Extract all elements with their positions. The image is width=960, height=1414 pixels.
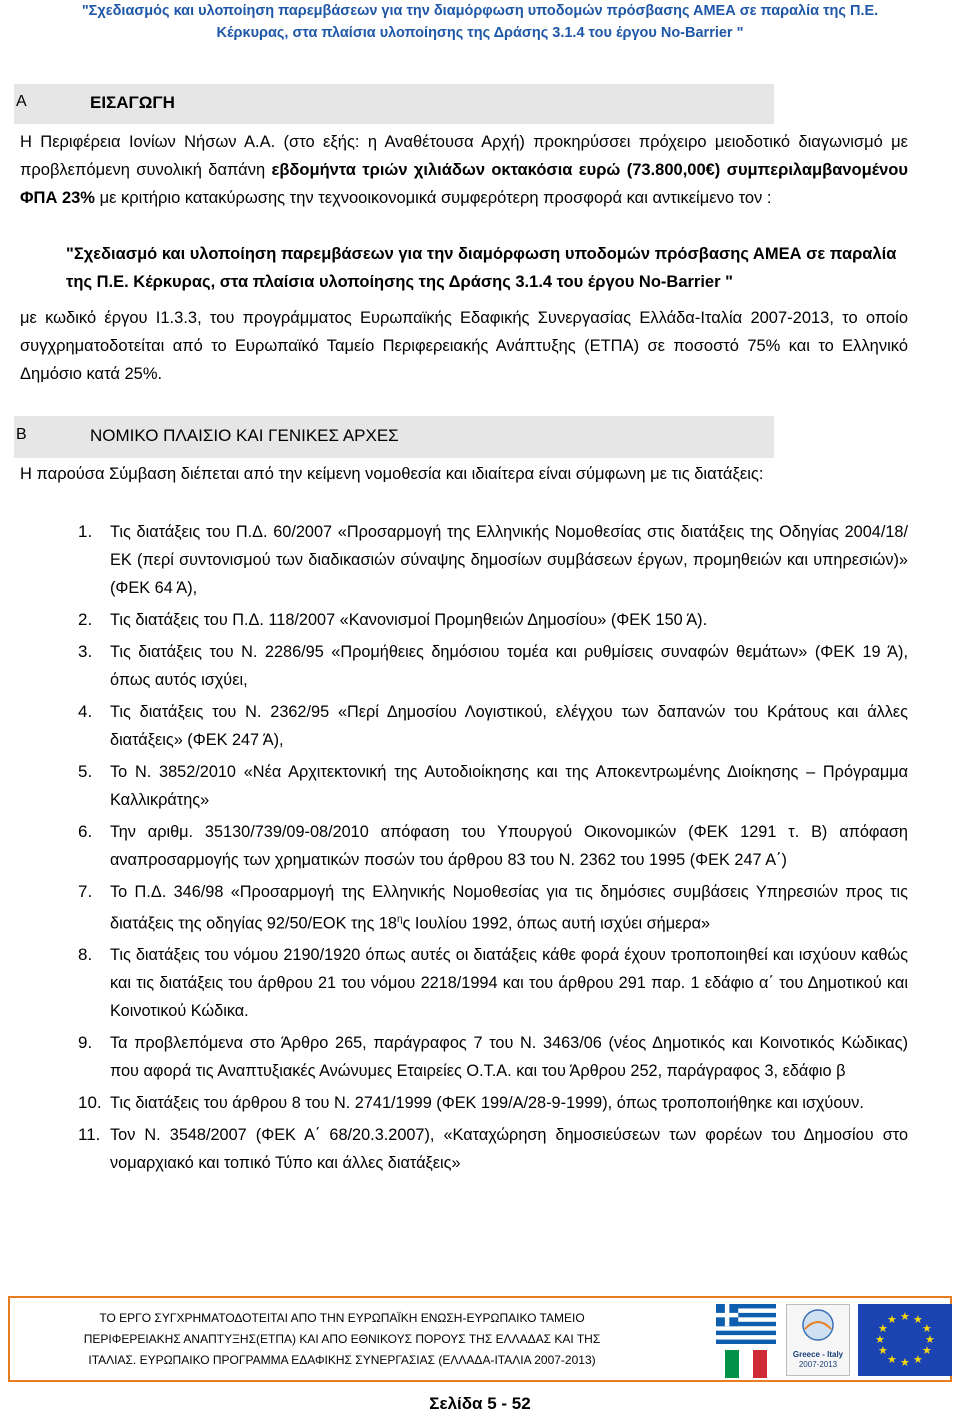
legal-provisions-list [78, 518, 908, 1181]
section-title: ΝΟΜΙΚΟ ΠΛΑΙΣΙΟ ΚΑΙ ΓΕΝΙΚΕΣ ΑΡΧΕΣ [90, 426, 399, 445]
list-item: 5. Το Ν. 3852/2010 «Νέα Αρχιτεκτονική της Αυτοδιοίκησης και της Αποκεντρωμένης Διοίκησης – Πρόγραμμα Καλλικράτης» [78, 762, 908, 809]
project-code-paragraph: με κωδικό έργου I1.3.3, του προγράμματος Ευρωπαϊκής Εδαφικής Συνεργασίας Ελλάδα-Ιταλία 2007-2013, το οποίο συγχρηματοδοτείται από το Ευρωπαϊκό Ταμείο Περιφερειακής Ανάπτυξης (ΕΤΠΑ) σε ποσοστό 75% και το Ελληνικό Δημόσιο κατά 25%. [20, 309, 908, 383]
list-item: 3. Τις διατάξεις του Ν. 2286/95 «Προμήθειες δημόσιου τομέα και ρυθμίσεις συναφών θεμάτων» (ΦΕΚ 19 Ά), όπως αυτός ισχύει, [78, 642, 908, 689]
list-item: 6. Την αριθμ. 35130/739/09-08/2010 απόφαση του Υπουργού Οικονομικών (ΦΕΚ 1291 τ. Β) απόφαση αναπροσαρμογής των χρηματικών ποσών του άρθρου 83 του Ν. 2362 του 1995 (ΦΕΚ 247 Α΄) [78, 822, 908, 869]
intro-paragraph: Η Περιφέρεια Ιονίων Νήσων Α.Α. (στο εξής: η Αναθέτουσα Αρχή) προκηρύσσει πρόχειρο μειοδοτικό διαγωνισμό με προβλεπόμενη συνολική δαπάνη εβδομήντα τριών χιλιάδων οκτακόσια ευρώ (73.800,00€) συμπεριλαμβανομένου ΦΠΑ 23% με κριτήριο κατακύρωσης την τεχνοοικονομικά συμφερότερη προσφορά και αντικείμενο τον : [20, 133, 908, 207]
section-title: ΕΙΣΑΓΩΓΗ [90, 93, 175, 112]
section-letter: Β [16, 426, 27, 443]
greek-flag-icon [716, 1304, 776, 1344]
list-item: 4. Τις διατάξεις του Ν. 2362/95 «Περί Δημοσίου Λογιστικού, ελέγχου των δαπανών του Κράτους και άλλες διατάξεις» (ΦΕΚ 247 Ά), [78, 702, 908, 749]
funding-footer [8, 1296, 952, 1382]
programme-logo: Greece - Italy 2007-2013 [786, 1304, 850, 1376]
budget-text: εβδομήντα τριών χιλιάδων οκτακόσια ευρώ (73.800,00€) συμπεριλαμβανομένου ΦΠΑ 23% [20, 161, 908, 207]
project-title-quote: "Σχεδιασμό και υλοποίηση παρεμβάσεων για την διαμόρφωση υποδομών πρόσβασης ΑΜΕΑ σε παραλία της Π.Ε. Κέρκυρας, στα πλαίσια υλοποίησης της Δράσης 3.1.4 του έργου No-Barrier " [66, 245, 897, 291]
header-line-2: Κέρκυρας, στα πλαίσια υλοποίησης της Δράσης 3.1.4 του έργου No-Barrier " [216, 25, 744, 41]
legal-intro: Η παρούσα Σύμβαση διέπεται από την κείμενη νομοθεσία και ιδιαίτερα είναι σύμφωνη με τις διατάξεις: [20, 465, 764, 483]
header-line-1: "Σχεδιασμός και υλοποίηση παρεμβάσεων για την διαμόρφωση υποδομών πρόσβασης ΑΜΕΑ σε παραλία της Π.Ε. [81, 3, 879, 19]
list-item: 8. Τις διατάξεις του νόμου 2190/1920 όπως αυτές οι διατάξεις κάθε φορά έχουν τροποποιηθεί και ισχύουν καθώς και τις διατάξεις του άρθρου 21 του νόμου 2218/1994 και του άρθρου 291 παρ. 1 εδάφιο α΄ του Δημοτικού και Κοινοτικού Κώδικα. [78, 945, 908, 1021]
section-b-heading [14, 416, 774, 458]
page-number: Σελίδα 5 - 52 [429, 1394, 531, 1413]
funding-statement: ΤΟ ΕΡΓΟ ΣΥΓΧΡΗΜΑΤΟΔΟΤΕΙΤΑΙ ΑΠΟ ΤΗΝ ΕΥΡΩΠΑΪΚΗ ΕΝΩΣΗ-ΕΥΡΩΠΑΙΚΟ ΤΑΜΕΙΟ ΠΕΡΙΦΕΡΕΙΑΚΗΣ ΑΝΑΠΤΥΞΗΣ(ΕΤΠΑ) ΚΑΙ ΑΠΟ ΕΘΝΙΚΟΥΣ ΠΟΡΟΥΣ ΤΗΣ ΕΛΛΑΔΑΣ ΚΑΙ ΤΗΣ ΙΤΑΛΙΑΣ. ΕΥΡΩΠΑΙΚΟ ΠΡΟΓΡΑΜΜΑ ΕΔΑΦΙΚΗΣ ΣΥΝΕΡΓΑΣΙΑΣ (ΕΛΛΑΔΑ-ΙΤΑΛΙΑ 2007-2013) [83, 1311, 601, 1367]
list-item: 7. Το Π.Δ. 346/98 «Προσαρμογή της Ελληνικής Νομοθεσίας για τις δημόσιες συμβάσεις Υπηρεσιών προς τις διατάξεις της οδηγίας 92/50/ΕΟΚ της $18^\eta\varsigma$ Ιουλίου 1992, όπως αυτή ισχύει σήμερα» [78, 882, 908, 933]
list-item: 10. Τις διατάξεις του άρθρου 8 του Ν. 2741/1999 (ΦΕΚ 199/Α/28-9-1999), όπως τροποποιήθηκε και ισχύουν. [78, 1093, 864, 1113]
programme-logo-icon [787, 1305, 849, 1345]
list-item: 9. Τα προβλεπόμενα στο Άρθρο 265, παράγραφος 7 του Ν. 3463/06 (νέος Δημοτικός και Κοινοτικός Κώδικας) που αφορά τις Αναπτυξιακές Ανώνυμες Εταιρείες Ο.Τ.Α. και του Άρθρου 252, παράγραφος 3, εδάφιο β [78, 1033, 908, 1081]
list-item: 2. Τις διατάξεις του Π.Δ. 118/2007 «Κανονισμοί Προμηθειών Δημοσίου» (ΦΕΚ 150 Ά). [78, 610, 708, 629]
section-letter: Α [16, 93, 27, 110]
eu-flag-icon: ★ ★ ★ ★ ★ ★ ★ ★ ★ ★ ★ ★ [858, 1304, 952, 1376]
list-item: 1. Τις διατάξεις του Π.Δ. 60/2007 «Προσαρμογή της Ελληνικής Νομοθεσίας στις διατάξεις της Οδηγίας 2004/18/ΕΚ (περί συντονισμού των διαδικασιών σύναψης δημοσίων συμβάσεων έργων, προμηθειών και υπηρεσιών)» (ΦΕΚ 64 Ά), [78, 522, 908, 597]
italian-flag-icon [716, 1350, 776, 1378]
list-item: 11. Τον Ν. 3548/2007 (ΦΕΚ Α΄ 68/20.3.2007), «Καταχώρηση δημοσιεύσεων των φορέων του Δημοσίου στο νομαρχιακό και τοπικό Τύπο και άλλες διατάξεις» [78, 1125, 908, 1173]
running-header [0, 0, 960, 44]
section-a-heading [14, 84, 774, 124]
